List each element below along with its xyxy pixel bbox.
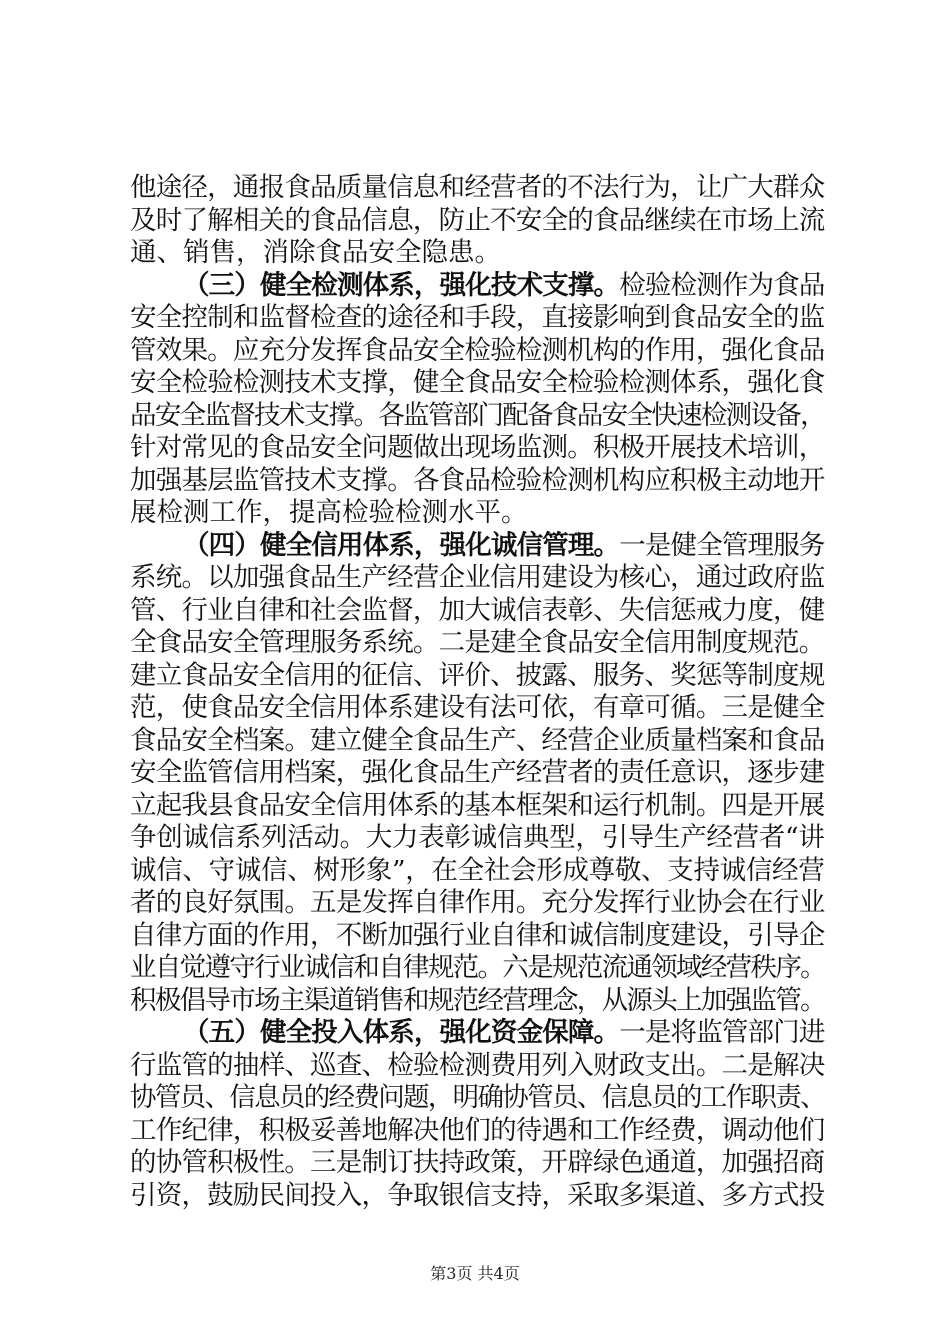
- line-text: 者的良好氛围。五是发挥自律作用。充分发挥行业协会在行业: [130, 887, 825, 918]
- text-line: [130, 1050, 825, 1083]
- section-heading: （三）健全检测体系，强化技术支撑。: [183, 269, 620, 301]
- section-heading-line: [130, 530, 825, 563]
- line-text: 针对常见的食品安全问题做出现场监测。积极开展技术培训，: [130, 432, 825, 463]
- line-text: 管效果。应充分发挥食品安全检验检测机构的作用，强化食品: [130, 334, 825, 366]
- text-line: [130, 627, 825, 660]
- text-line: [130, 237, 825, 270]
- text-line: [130, 887, 825, 920]
- line-text: 范，使食品安全信用体系建设有法可依，有章可循。三是健全: [130, 692, 825, 723]
- text-line: [130, 400, 825, 433]
- line-text: 及时了解相关的食品信息，防止不安全的食品继续在市场上流: [130, 204, 825, 236]
- section-heading: （四）健全信用体系，强化诚信管理。: [183, 529, 620, 561]
- line-text: 争创诚信系列活动。大力表彰诚信典型，引导生产经营者“讲: [130, 822, 825, 853]
- text-line: [130, 595, 825, 628]
- line-text: 一是将监管部门进: [619, 1017, 825, 1048]
- text-line: [130, 367, 825, 400]
- line-text: 建立食品安全信用的征信、评价、披露、服务、奖惩等制度规: [130, 659, 825, 691]
- text-line: [130, 205, 825, 238]
- text-line: [130, 302, 825, 335]
- text-line: [130, 692, 825, 725]
- line-text: 安全检验检测技术支撑，健全食品安全检验检测体系，强化食: [130, 367, 825, 398]
- text-line: [130, 1147, 825, 1180]
- text-line: [130, 465, 825, 498]
- text-line: [130, 920, 825, 953]
- line-text: 管、行业自律和社会监督，加大诚信表彰、失信惩戒力度，健: [130, 594, 825, 626]
- line-text: 系统。以加强食品生产经营企业信用建设为核心，通过政府监: [130, 562, 825, 593]
- line-text: 的协管积极性。三是制订扶持政策，开辟绿色通道，加强招商: [130, 1147, 825, 1178]
- line-text: 协管员、信息员的经费问题，明确协管员、信息员的工作职责、: [130, 1082, 825, 1113]
- text-line: [130, 952, 825, 985]
- line-text: 工作纪律，积极妥善地解决他们的待遇和工作经费，调动他们: [130, 1114, 825, 1146]
- line-text: 他途径，通报食品质量信息和经营者的不法行为，让广大群众: [130, 172, 825, 203]
- line-text: 品安全监督技术支撑。各监管部门配备食品安全快速检测设备，: [130, 399, 825, 431]
- text-line: [130, 432, 825, 465]
- section-heading-line: [130, 1017, 825, 1050]
- section-heading: （五）健全投入体系，强化资金保障。: [183, 1017, 620, 1048]
- text-line: [130, 757, 825, 790]
- text-line: [130, 822, 825, 855]
- text-line: [130, 562, 825, 595]
- line-text: 业自觉遵守行业诚信和自律规范。六是规范流通领域经营秩序。: [130, 952, 825, 983]
- line-text: 检验检测作为食品: [619, 269, 825, 301]
- document-body: [130, 172, 825, 1212]
- line-text: 行监管的抽样、巡查、检验检测费用列入财政支出。二是解决: [130, 1049, 825, 1081]
- page-footer: 第3页 共4页: [430, 1264, 520, 1283]
- line-text: 立起我县食品安全信用体系的基本框架和运行机制。四是开展: [130, 789, 825, 821]
- text-line: [130, 660, 825, 693]
- line-text: 全食品安全管理服务系统。二是建全食品安全信用制度规范。: [130, 627, 825, 658]
- text-line: [130, 1115, 825, 1148]
- text-line: [130, 1082, 825, 1115]
- line-text: 加强基层监管技术支撑。各食品检验检测机构应积极主动地开: [130, 464, 825, 496]
- text-line: [130, 172, 825, 205]
- text-line: [130, 335, 825, 368]
- line-text: 安全监管信用档案，强化食品生产经营者的责任意识，逐步建: [130, 757, 825, 788]
- text-line: [130, 985, 825, 1018]
- text-line: [130, 1180, 825, 1213]
- text-line: [130, 725, 825, 758]
- line-text: 积极倡导市场主渠道销售和规范经营理念，从源头上加强监管。: [130, 984, 825, 1016]
- line-text: 诚信、守诚信、树形象”，在全社会形成尊敬、支持诚信经营: [130, 854, 825, 886]
- line-text: 引资，鼓励民间投入，争取银信支持，采取多渠道、多方式投: [130, 1179, 825, 1211]
- line-text: 安全控制和监督检查的途径和手段，直接影响到食品安全的监: [130, 302, 825, 333]
- line-text: 自律方面的作用，不断加强行业自律和诚信制度建设，引导企: [130, 919, 825, 951]
- line-text: 展检测工作，提高检验检测水平。: [130, 497, 528, 528]
- text-line: [130, 497, 825, 530]
- line-text: 通、销售，消除食品安全隐患。: [130, 237, 501, 268]
- line-text: 一是健全管理服务: [619, 529, 825, 561]
- text-line: [130, 855, 825, 888]
- text-line: [130, 790, 825, 823]
- section-heading-line: [130, 270, 825, 303]
- line-text: 食品安全档案。建立健全食品生产、经营企业质量档案和食品: [130, 724, 825, 756]
